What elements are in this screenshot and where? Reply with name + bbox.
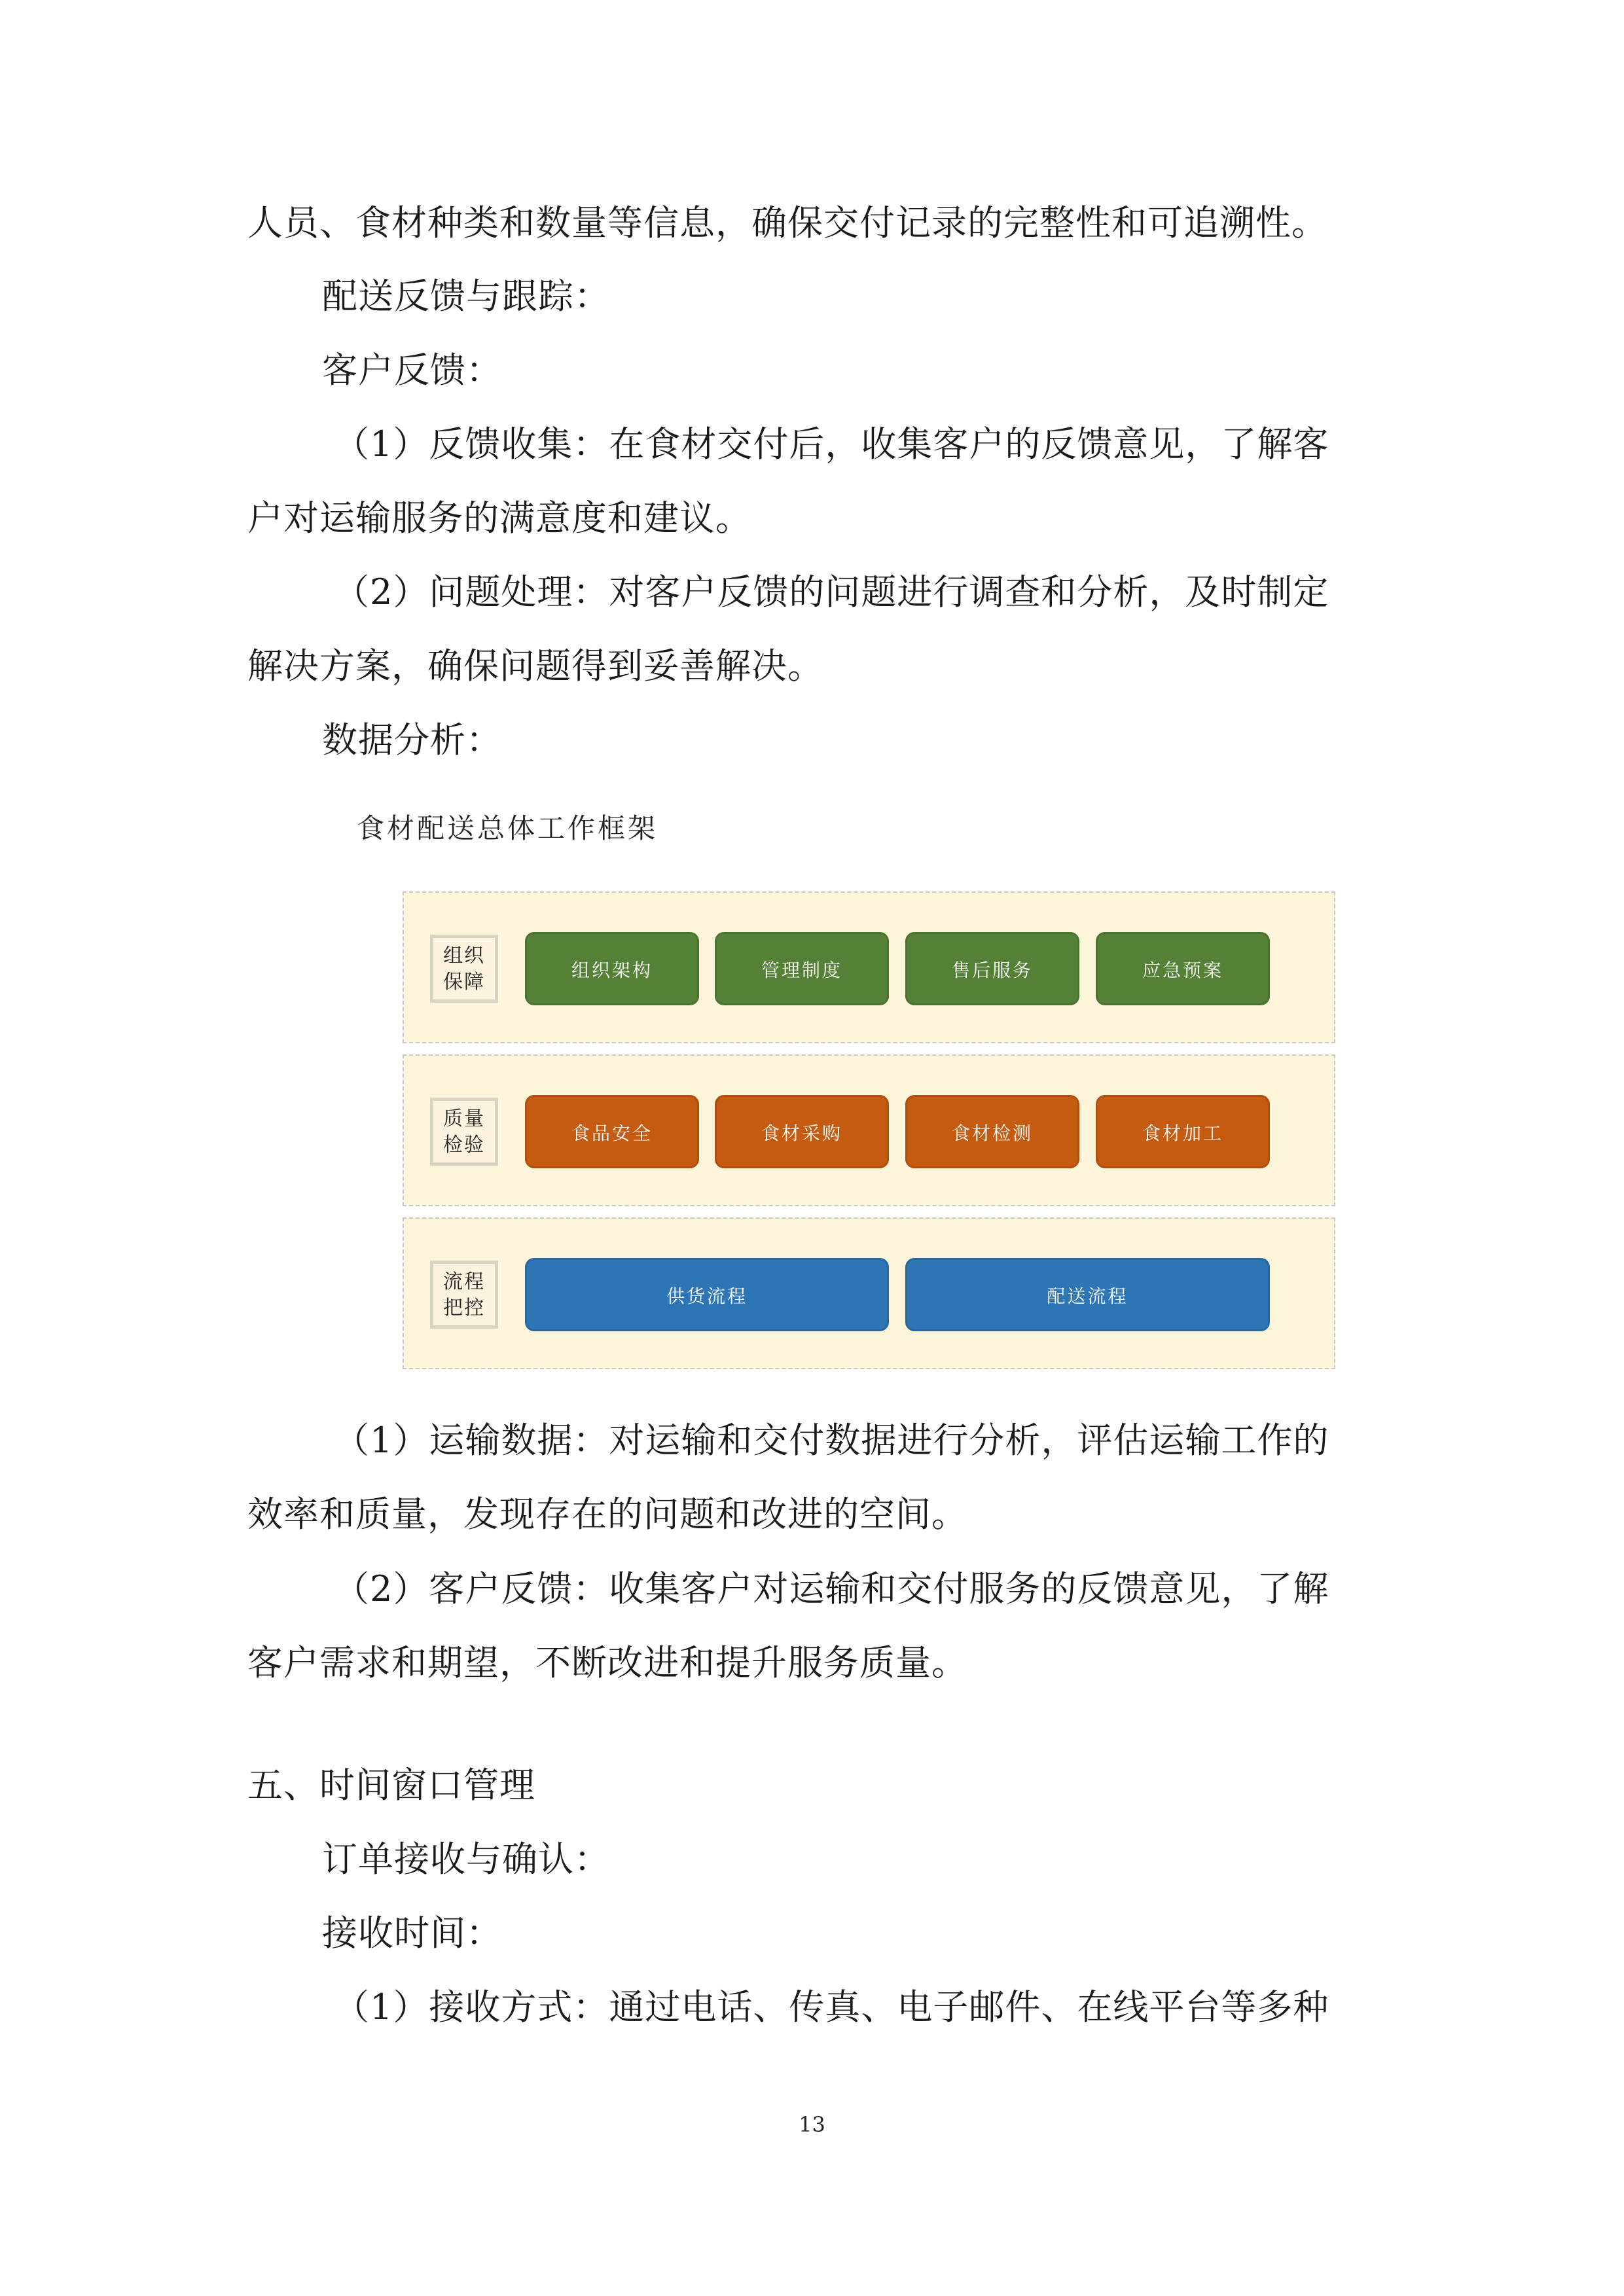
paragraph-line: （2）问题处理：对客户反馈的问题进行调查和分析，及时制定 — [334, 571, 1329, 613]
framework-box: 管理制度 — [715, 932, 889, 1005]
framework-box: 供货流程 — [525, 1258, 889, 1331]
framework-row-quality — [403, 1054, 1335, 1206]
paragraph-line: （1）反馈收集：在食材交付后，收集客户的反馈意见，了解客 — [334, 423, 1329, 465]
row-label: 组织 保障 — [430, 935, 498, 1003]
page-number: 13 — [799, 2112, 825, 2137]
framework-box: 食品安全 — [525, 1095, 699, 1168]
framework-box: 组织架构 — [525, 932, 699, 1005]
paragraph-line: （1）运输数据：对运输和交付数据进行分析，评估运输工作的 — [334, 1420, 1329, 1461]
framework-box: 食材检测 — [905, 1095, 1079, 1168]
chapter-heading: 五、时间窗口管理 — [247, 1765, 535, 1806]
section-heading: 配送反馈与跟踪： — [322, 276, 610, 317]
paragraph-line: 解决方案，确保问题得到妥善解决。 — [247, 645, 823, 687]
framework-box: 食材采购 — [715, 1095, 889, 1168]
framework-box: 配送流程 — [905, 1258, 1270, 1331]
framework-box: 应急预案 — [1096, 932, 1270, 1005]
paragraph-line: （2）客户反馈：收集客户对运输和交付服务的反馈意见，了解 — [334, 1568, 1329, 1609]
paragraph-line: （1）接收方式：通过电话、传真、电子邮件、在线平台等多种 — [334, 1986, 1329, 2028]
sub-heading: 数据分析： — [322, 719, 502, 761]
paragraph-line: 客户需求和期望，不断改进和提升服务质量。 — [247, 1642, 967, 1683]
framework-box: 食材加工 — [1096, 1095, 1270, 1168]
framework-row-process — [403, 1217, 1335, 1369]
paragraph-line: 户对运输服务的满意度和建议。 — [247, 497, 751, 539]
paragraph-line: 人员、食材种类和数量等信息，确保交付记录的完整性和可追溯性。 — [247, 202, 1327, 243]
section-heading: 订单接收与确认： — [322, 1839, 610, 1880]
sub-heading: 客户反馈： — [322, 350, 502, 391]
row-label: 质量 检验 — [430, 1098, 498, 1166]
sub-heading: 接收时间： — [322, 1912, 502, 1954]
framework-row-organization — [403, 891, 1335, 1043]
framework-box: 售后服务 — [905, 932, 1079, 1005]
row-label: 流程 把控 — [430, 1261, 498, 1329]
diagram-title: 食材配送总体工作框架 — [357, 812, 659, 844]
paragraph-line: 效率和质量，发现存在的问题和改进的空间。 — [247, 1494, 967, 1535]
